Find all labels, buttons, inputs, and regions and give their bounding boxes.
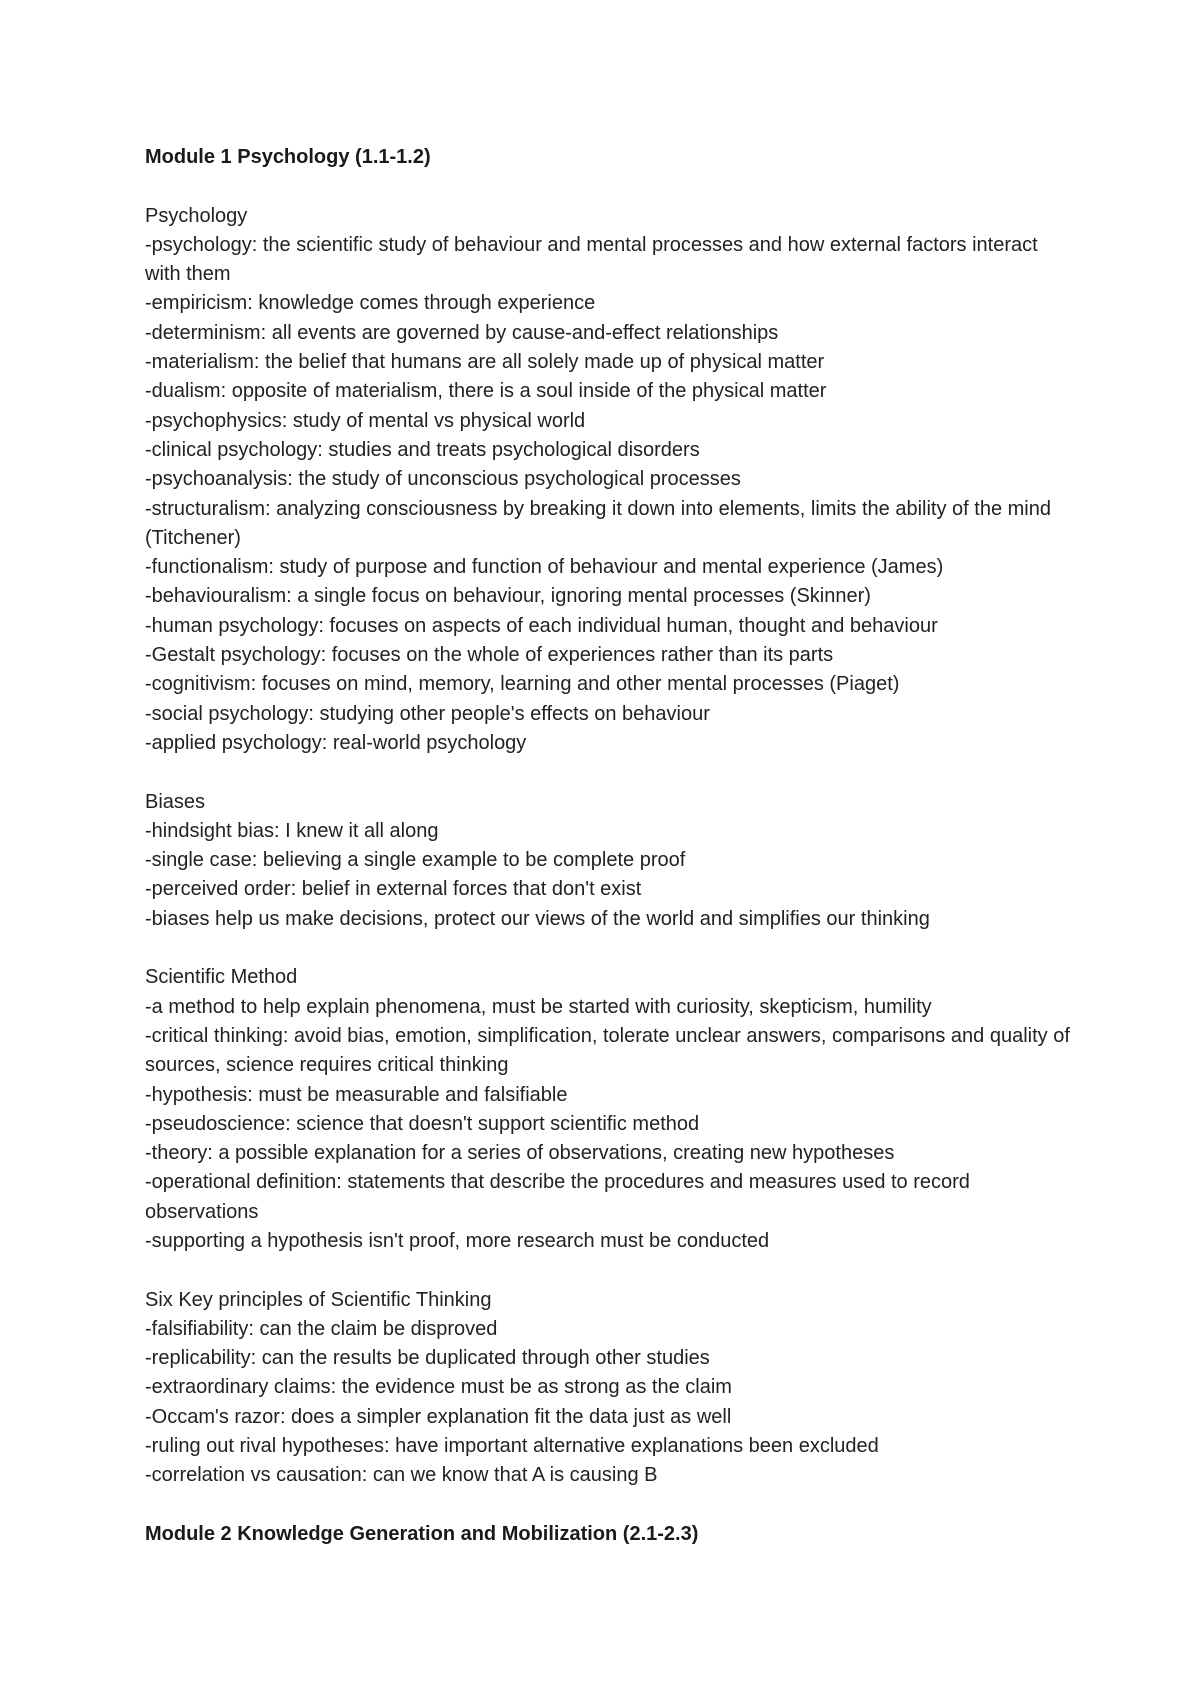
note-line: -functionalism: study of purpose and function of behaviour and mental experience (James): [145, 556, 944, 579]
note-line: -extraordinary claims: the evidence must be as strong as the claim: [145, 1376, 732, 1399]
spacer: [145, 1256, 1075, 1285]
note-line: -social psychology: studying other people's effects on behaviour: [145, 702, 710, 725]
note-line: -human psychology: focuses on aspects of each individual human, thought and behaviour: [145, 614, 938, 637]
note-line: -hindsight bias: I knew it all along: [145, 819, 439, 842]
note-line: -replicability: can the results be duplicated through other studies: [145, 1347, 710, 1370]
note-line: -dualism: opposite of materialism, there is a soul inside of the physical matter: [145, 380, 827, 403]
note-line: -correlation vs causation: can we know that A is causing B: [145, 1464, 658, 1487]
note-line: -psychology: the scientific study of behaviour and mental processes and how external factors interact with them: [145, 233, 1044, 286]
note-line: -single case: believing a single example to be complete proof: [145, 849, 686, 872]
note-line: -applied psychology: real-world psychology: [145, 731, 527, 754]
note-line: -theory: a possible explanation for a series of observations, creating new hypotheses: [145, 1142, 895, 1165]
note-line: -clinical psychology: studies and treats psychological disorders: [145, 438, 700, 461]
spacer: [145, 934, 1075, 963]
note-line: -psychophysics: study of mental vs physical world: [145, 409, 586, 432]
note-line: -pseudoscience: science that doesn't support scientific method: [145, 1112, 700, 1135]
spacer: [145, 172, 1075, 201]
note-line: -operational definition: statements that describe the procedures and measures used to record observations: [145, 1171, 976, 1223]
note-line: -Occam's razor: does a simpler explanation fit the data just as well: [145, 1405, 732, 1428]
note-line: -empiricism: knowledge comes through experience: [145, 292, 596, 315]
section-heading-psychology: Psychology: [145, 204, 248, 227]
note-line: -critical thinking: avoid bias, emotion, simplification, tolerate unclear answers, comparisons and quality of sources, science requires critical thinking: [145, 1024, 1076, 1077]
section-heading-six-key-principles: Six Key principles of Scientific Thinking: [145, 1288, 492, 1311]
note-line: -materialism: the belief that humans are all solely made up of physical matter: [145, 351, 825, 374]
section-heading-scientific-method: Scientific Method: [145, 966, 298, 989]
note-line: -psychoanalysis: the study of unconscious psychological processes: [145, 468, 741, 491]
note-line: -Gestalt psychology: focuses on the whole of experiences rather than its parts: [145, 644, 834, 667]
note-line: -ruling out rival hypotheses: have important alternative explanations been excluded: [145, 1435, 879, 1458]
section-heading-biases: Biases: [145, 790, 206, 813]
module-2-title: Module 2 Knowledge Generation and Mobilization (2.1-2.3): [145, 1522, 699, 1545]
spacer: [145, 758, 1075, 787]
note-line: -determinism: all events are governed by cause-and-effect relationships: [145, 321, 779, 344]
note-line: -hypothesis: must be measurable and falsifiable: [145, 1083, 568, 1106]
note-line: -biases help us make decisions, protect our views of the world and simplifies our thinking: [145, 907, 930, 930]
document-body: [145, 143, 1075, 1549]
note-line: -supporting a hypothesis isn't proof, more research must be conducted: [145, 1229, 770, 1252]
note-line: -behaviouralism: a single focus on behaviour, ignoring mental processes (Skinner): [145, 585, 871, 608]
note-line: -falsifiability: can the claim be disproved: [145, 1317, 498, 1340]
module-1-title: Module 1 Psychology (1.1-1.2): [145, 146, 431, 168]
note-line: -structuralism: analyzing consciousness by breaking it down into elements, limits the ability of the mind (Titchener): [145, 497, 1057, 549]
note-line: -a method to help explain phenomena, must be started with curiosity, skepticism, humility: [145, 995, 932, 1018]
spacer: [145, 1491, 1075, 1520]
note-line: -cognitivism: focuses on mind, memory, learning and other mental processes (Piaget): [145, 673, 900, 696]
note-line: -perceived order: belief in external forces that don't exist: [145, 878, 642, 901]
